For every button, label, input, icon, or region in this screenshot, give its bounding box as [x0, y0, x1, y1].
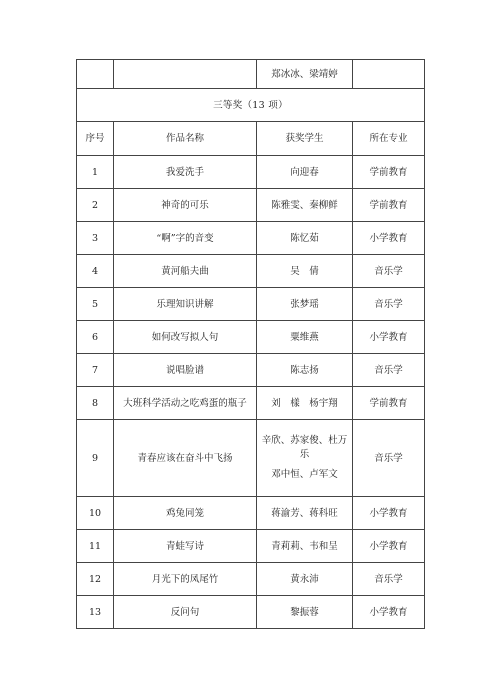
- continued-row: [77, 60, 425, 89]
- row-major: 学前教育: [353, 156, 425, 189]
- row-title: 如何改写拟人句: [114, 321, 257, 354]
- row-no: 7: [77, 354, 114, 387]
- row-major: 音乐学: [353, 420, 425, 497]
- row-title: 神奇的可乐: [114, 189, 257, 222]
- row-no: 12: [77, 563, 114, 596]
- row-title: 大班科学活动之吃鸡蛋的瓶子: [114, 387, 257, 420]
- row-title: 我爱洗手: [114, 156, 257, 189]
- row-no: 13: [77, 596, 114, 629]
- table-row: [77, 288, 425, 321]
- row-title: 月光下的凤尾竹: [114, 563, 257, 596]
- row-students: [257, 420, 353, 497]
- table-row: [77, 156, 425, 189]
- row-no: 6: [77, 321, 114, 354]
- row-major: 小学教育: [353, 321, 425, 354]
- header-no: 序号: [77, 122, 114, 156]
- row-title: “啊”字的音变: [114, 222, 257, 255]
- row-major: 音乐学: [353, 288, 425, 321]
- row-students: 蒋渝芳、蒋科旺: [257, 497, 353, 530]
- row-no: 5: [77, 288, 114, 321]
- row-major: 学前教育: [353, 189, 425, 222]
- row-no: 10: [77, 497, 114, 530]
- row-students: 黎振蓉: [257, 596, 353, 629]
- header-title: 作品名称: [114, 122, 257, 156]
- row-major: 音乐学: [353, 255, 425, 288]
- row-title: 反问句: [114, 596, 257, 629]
- row-major: 小学教育: [353, 596, 425, 629]
- row-title: 青蛙写诗: [114, 530, 257, 563]
- row-no: 2: [77, 189, 114, 222]
- row-no: 8: [77, 387, 114, 420]
- row-major: 音乐学: [353, 563, 425, 596]
- row-no: 1: [77, 156, 114, 189]
- row-students: 陈志扬: [257, 354, 353, 387]
- table-row: [77, 563, 425, 596]
- continued-students-cell: 郑冰冰、梁靖婷: [257, 60, 353, 89]
- row-major: 音乐学: [353, 354, 425, 387]
- row-students: 刘 樣 杨宇翔: [257, 387, 353, 420]
- row-students: 陈雅雯、秦柳鲜: [257, 189, 353, 222]
- table-row: [77, 354, 425, 387]
- table-row: [77, 497, 425, 530]
- section-title: 三等奖（13 项）: [77, 89, 425, 122]
- table-row: [77, 596, 425, 629]
- row-major: 小学教育: [353, 497, 425, 530]
- table-row: [77, 387, 425, 420]
- row-major: 学前教育: [353, 387, 425, 420]
- table-row: [77, 189, 425, 222]
- header-row: [77, 122, 425, 156]
- continued-title-cell: [114, 60, 257, 89]
- section-row: [77, 89, 425, 122]
- award-table: [76, 59, 425, 629]
- row-students: 青莉莉、韦和呈: [257, 530, 353, 563]
- table-row: [77, 420, 425, 497]
- row-major: 小学教育: [353, 222, 425, 255]
- continued-no-cell: [77, 60, 114, 89]
- student-names-line: 辛欣、苏家俊、杜万乐: [261, 435, 348, 460]
- row-no: 11: [77, 530, 114, 563]
- row-title: 说唱脸谱: [114, 354, 257, 387]
- row-no: 9: [77, 420, 114, 497]
- row-students: 吴 倩: [257, 255, 353, 288]
- header-students: 获奖学生: [257, 122, 353, 156]
- student-names-line: 邓中恒、卢军文: [271, 469, 338, 480]
- table-row: [77, 321, 425, 354]
- table-row: [77, 222, 425, 255]
- row-major: 小学教育: [353, 530, 425, 563]
- continued-major-cell: [353, 60, 425, 89]
- row-students: 张梦瑶: [257, 288, 353, 321]
- row-title: 鸡兔同笼: [114, 497, 257, 530]
- row-title: 乐理知识讲解: [114, 288, 257, 321]
- row-students: 粟维燕: [257, 321, 353, 354]
- table-row: [77, 255, 425, 288]
- row-title: 黄河船夫曲: [114, 255, 257, 288]
- row-no: 3: [77, 222, 114, 255]
- row-title: 青春应该在奋斗中飞扬: [114, 420, 257, 497]
- row-students: 陈忆茹: [257, 222, 353, 255]
- row-no: 4: [77, 255, 114, 288]
- row-students: 向迎春: [257, 156, 353, 189]
- header-major: 所在专业: [353, 122, 425, 156]
- row-students: 黄永沛: [257, 563, 353, 596]
- table-row: [77, 530, 425, 563]
